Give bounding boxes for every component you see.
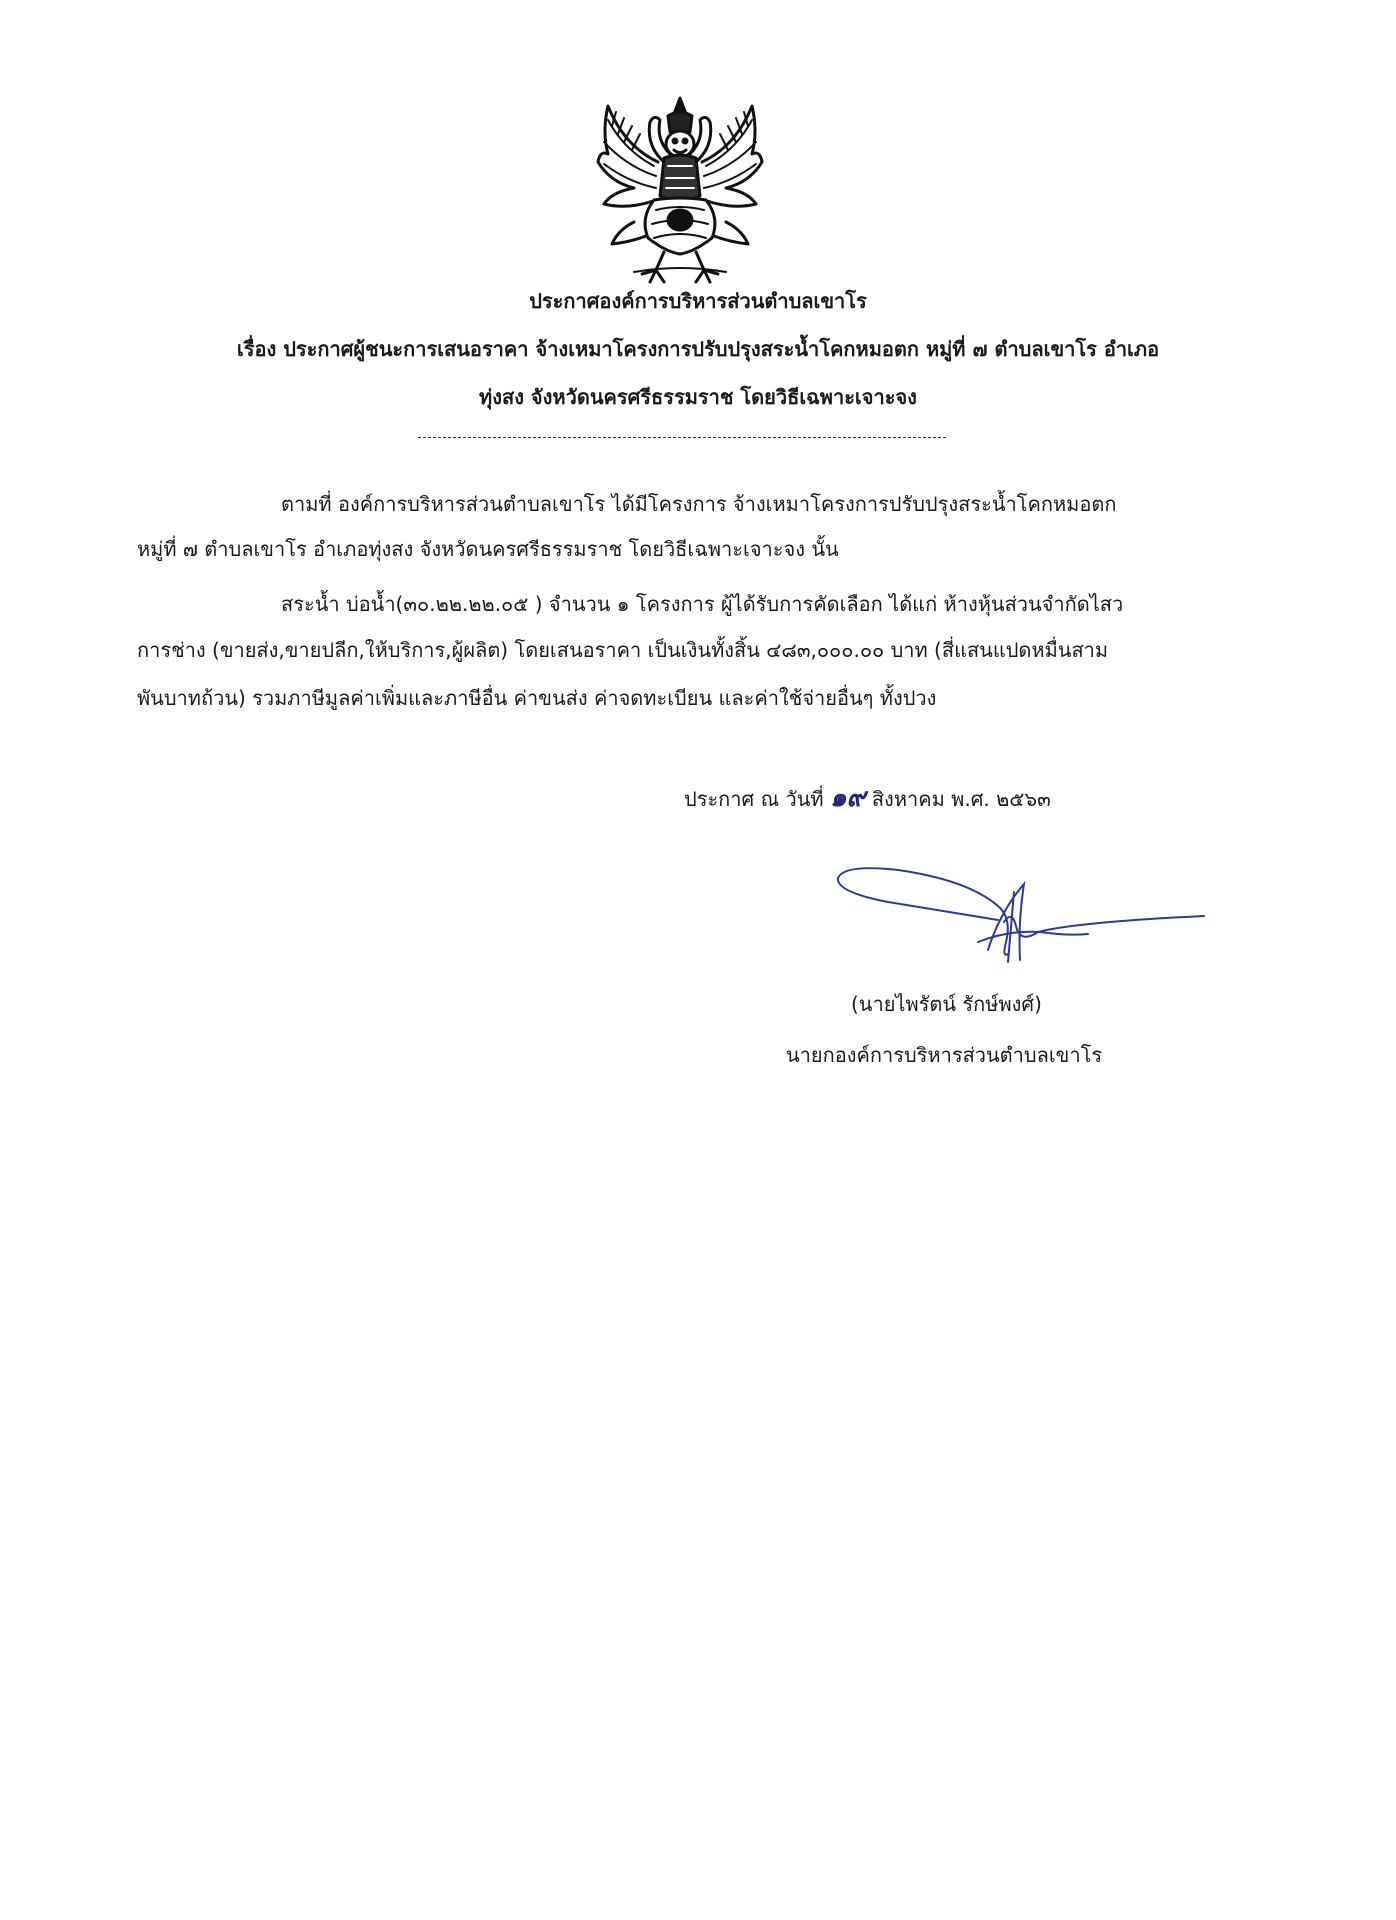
announcement-date xyxy=(684,784,1051,813)
paragraph-1-line-2: หมู่ที่ ๗ ตำบลเขาโร อำเภอทุ่งสง จังหวัดนครศรีธรรมราช โดยวิธีเฉพาะเจาะจง นั้น xyxy=(137,537,839,561)
announce-month-year: สิงหาคม พ.ศ. ๒๕๖๓ xyxy=(871,787,1051,811)
announce-day: ๑๙ xyxy=(829,783,866,813)
subject-line-2: ทุ่งสง จังหวัดนครศรีธรรมราช โดยวิธีเฉพาะเจาะจง xyxy=(479,385,917,409)
paragraph-2-line-1: สระน้ำ บ่อน้ำ(๓๐.๒๒.๒๒.๐๕ ) จำนวน ๑ โครงการ ผู้ได้รับการคัดเลือก ได้แก่ ห้างหุ้นส่วนจำกัดไสว xyxy=(281,592,1124,616)
garuda-emblem-icon xyxy=(594,92,766,288)
signatory-position: นายกองค์การบริหารส่วนตำบลเขาโร xyxy=(786,1043,1103,1067)
paragraph-2-line-2: การช่าง (ขายส่ง,ขายปลีก,ให้บริการ,ผู้ผลิต) โดยเสนอราคา เป็นเงินทั้งสิ้น ๔๘๓,๐๐๐.๐๐ บาท (สี่แสนแปดหมื่นสาม xyxy=(137,638,1109,662)
separator-line xyxy=(418,437,946,438)
document-title: ประกาศองค์การบริหารส่วนตำบลเขาโร xyxy=(529,289,867,313)
announce-prefix: ประกาศ ณ วันที่ xyxy=(684,787,824,811)
subject-line-1: เรื่อง ประกาศผู้ชนะการเสนอราคา จ้างเหมาโครงการปรับปรุงสระน้ำโคกหมอตก หมู่ที่ ๗ ตำบลเขาโร อำเภอ xyxy=(236,337,1160,361)
handwritten-signature xyxy=(828,862,1206,966)
paragraph-2-line-3: พันบาทถ้วน) รวมภาษีมูลค่าเพิ่มและภาษีอื่น ค่าขนส่ง ค่าจดทะเบียน และค่าใช้จ่ายอื่นๆ ทั้งปวง xyxy=(137,686,937,710)
paragraph-1-line-1: ตามที่ องค์การบริหารส่วนตำบลเขาโร ได้มีโครงการ จ้างเหมาโครงการปรับปรุงสระน้ำโคกหมอตก xyxy=(281,492,1117,516)
signatory-name: (นายไพรัตน์ รักษ์พงศ์) xyxy=(851,992,1042,1016)
